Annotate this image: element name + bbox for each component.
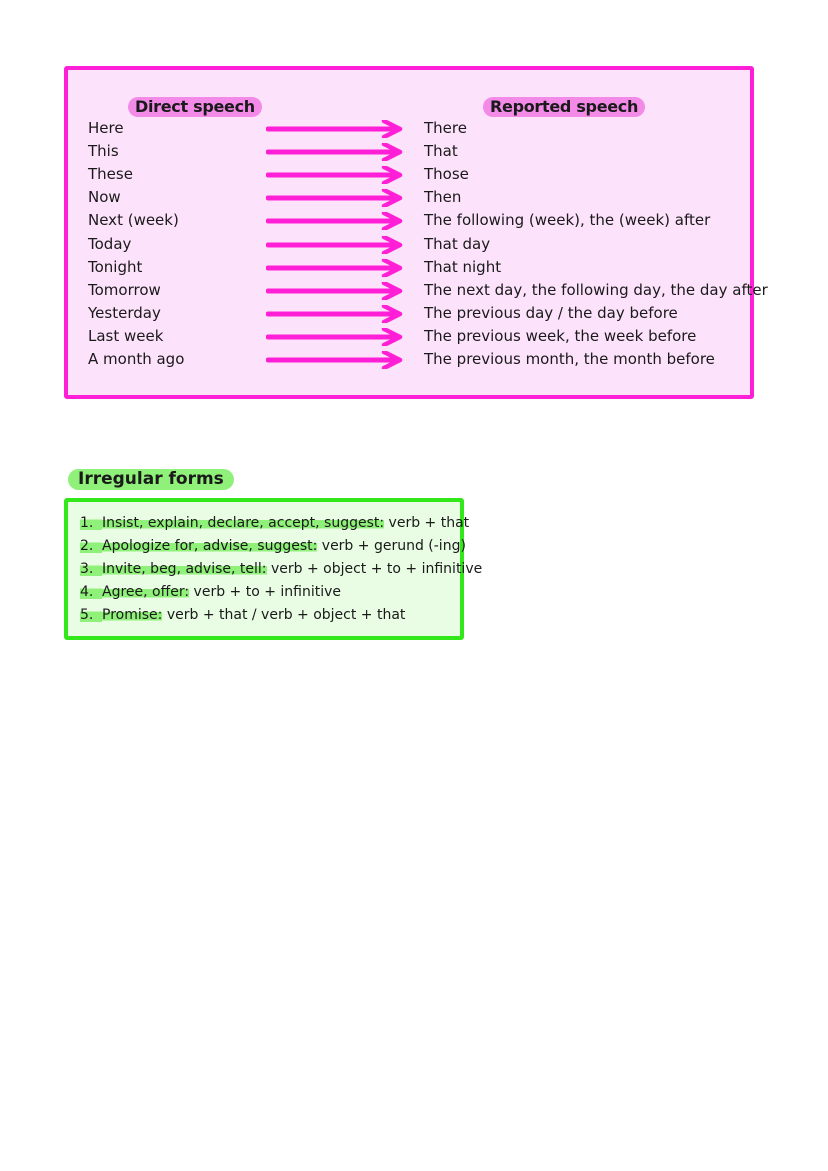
reported-word: The previous week, the week before: [424, 326, 697, 345]
item-number: 3.: [80, 560, 102, 579]
item-pattern: verb + object + to + infinitive: [266, 561, 483, 577]
reported-word: The following (week), the (week) after: [424, 211, 711, 230]
reported-word: There: [424, 119, 467, 137]
item-number: 1.: [80, 514, 102, 533]
table-row: [68, 257, 750, 280]
arrow-right-icon: [266, 212, 406, 230]
arrow-right-icon: [266, 328, 406, 346]
reported-word: The previous day / the day before: [424, 303, 678, 322]
table-row: [68, 210, 750, 233]
direct-speech-heading: Direct speech: [128, 97, 262, 117]
direct-word: This: [88, 142, 119, 161]
item-pattern: verb + that / verb + object + that: [162, 607, 406, 623]
direct-word: Tomorrow: [88, 280, 161, 299]
item-verbs: Insist, explain, declare, accept, suggest:: [102, 515, 385, 531]
arrow-right-icon: [266, 351, 406, 369]
reported-word: Those: [424, 165, 469, 184]
arrow-right-icon: [266, 120, 406, 138]
direct-word: Here: [88, 119, 124, 137]
reported-word: The previous month, the month before: [424, 350, 715, 368]
table-row: [68, 141, 750, 164]
item-pattern: verb + to + infinitive: [189, 584, 342, 600]
table-row: [68, 326, 750, 349]
reported-word: The next day, the following day, the day after: [424, 280, 768, 299]
item-verbs: Promise:: [102, 607, 163, 623]
reported-word: Then: [424, 188, 462, 207]
direct-word: Now: [88, 188, 121, 207]
list-item: [80, 583, 341, 602]
arrow-right-icon: [266, 189, 406, 207]
item-verbs: Invite, beg, advise, tell:: [102, 561, 267, 577]
direct-word: Yesterday: [88, 303, 161, 322]
direct-word: Today: [88, 234, 132, 253]
item-number: 4.: [80, 583, 102, 602]
direct-word: A month ago: [88, 350, 185, 368]
item-pattern: verb + that: [384, 515, 470, 531]
direct-word: Next (week): [88, 211, 179, 230]
direct-word: Tonight: [88, 257, 143, 276]
arrow-right-icon: [266, 305, 406, 323]
table-row: [68, 303, 750, 326]
item-verbs: Apologize for, advise, suggest:: [102, 538, 318, 554]
direct-reported-speech-table: [64, 66, 768, 399]
reported-speech-heading: Reported speech: [483, 97, 645, 117]
list-item: [80, 537, 466, 556]
table-row: [68, 187, 750, 210]
reported-word: That: [424, 142, 458, 161]
reported-word: That night: [424, 257, 502, 276]
table-row: [68, 118, 750, 141]
table-row: [68, 349, 750, 372]
reported-word: That day: [424, 234, 491, 253]
item-pattern: verb + gerund (-ing): [317, 538, 466, 554]
item-number: 2.: [80, 537, 102, 556]
irregular-forms-list: [64, 498, 483, 640]
list-item: [80, 606, 405, 625]
arrow-right-icon: [266, 259, 406, 277]
arrow-right-icon: [266, 143, 406, 161]
arrow-right-icon: [266, 236, 406, 254]
irregular-forms-heading: Irregular forms: [68, 469, 234, 490]
arrow-right-icon: [266, 166, 406, 184]
direct-word: These: [88, 165, 133, 184]
direct-word: Last week: [88, 326, 164, 345]
item-verbs: Agree, offer:: [102, 584, 190, 600]
list-item: [80, 560, 482, 579]
arrow-right-icon: [266, 282, 406, 300]
table-row: [68, 280, 768, 303]
list-item: [80, 514, 469, 533]
table-row: [68, 234, 750, 257]
item-number: 5.: [80, 606, 102, 625]
table-row: [68, 164, 750, 187]
